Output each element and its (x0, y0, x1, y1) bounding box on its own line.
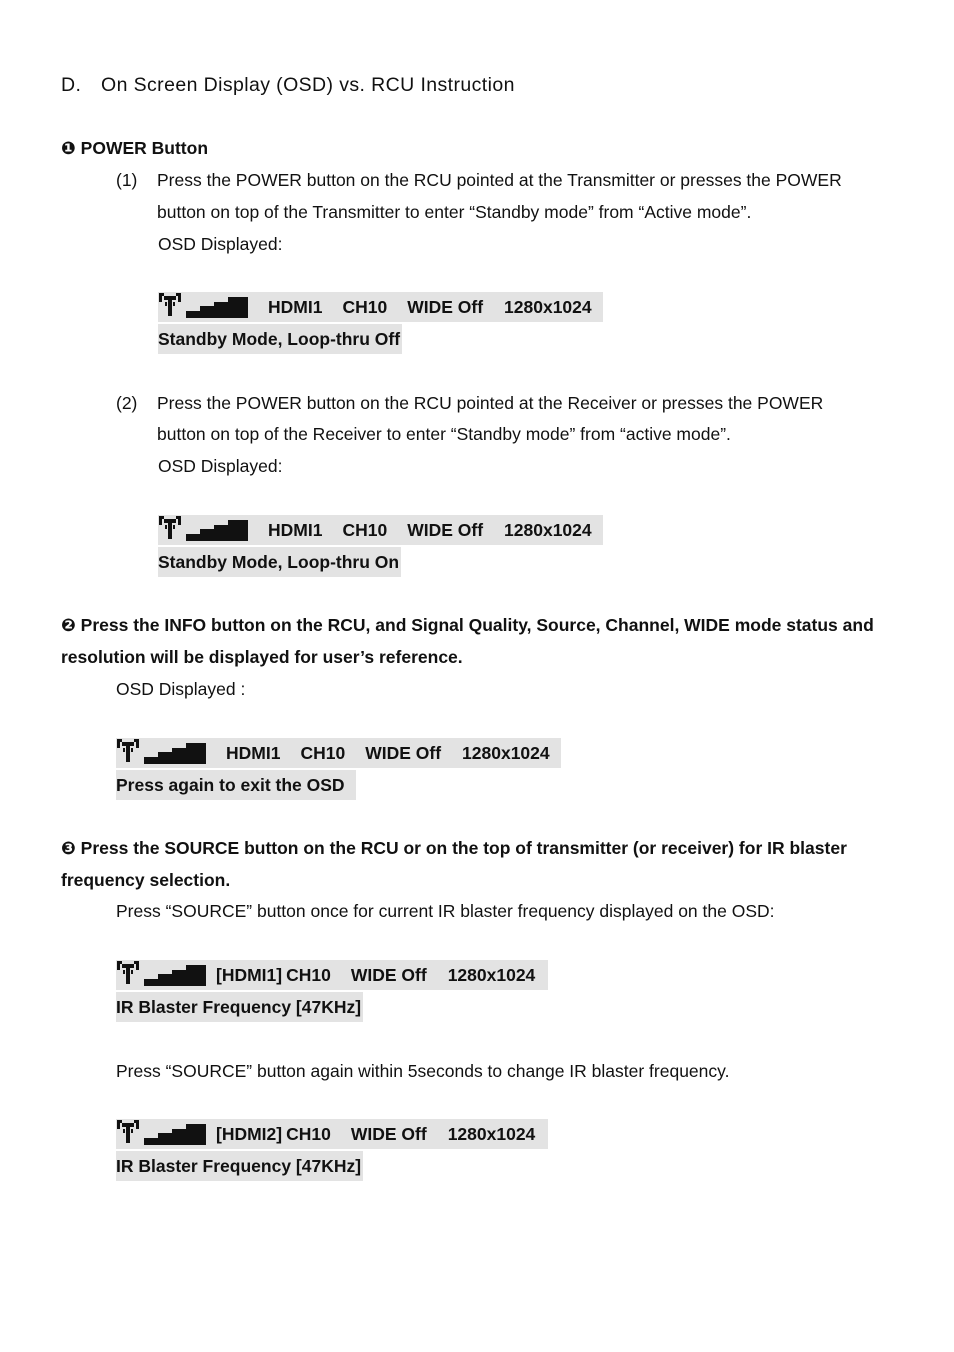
osd-channel: CH10 (286, 1124, 331, 1144)
osd-message: Press again to exit the OSD (116, 770, 356, 800)
osd-wide: WIDE Off (407, 520, 484, 540)
osd-wide: WIDE Off (407, 297, 484, 317)
osd-message: IR Blaster Frequency [47KHz] (116, 992, 363, 1022)
osd-wide: WIDE Off (365, 743, 442, 763)
osd-source: HDMI1 (268, 520, 323, 540)
osd-wide: WIDE Off (350, 965, 427, 985)
osd-status-bar (116, 1119, 548, 1149)
item1-line2: button on top of the Transmitter to enter “Standby mode” from “Active mode”. (157, 202, 752, 222)
osd-message: IR Blaster Frequency [47KHz] (116, 1151, 363, 1181)
osd-status-bar (116, 960, 548, 990)
section-heading (61, 74, 515, 97)
osd-resolution: 1280x1024 (462, 743, 550, 763)
item1-osd-label: OSD Displayed: (158, 234, 283, 254)
osd-channel: CH10 (286, 965, 331, 985)
item1-line1 (116, 170, 842, 191)
osd-resolution: 1280x1024 (447, 1124, 536, 1144)
osd-status-bar (158, 515, 603, 545)
signal-strength-icon (116, 738, 208, 768)
item1-number: (1) (116, 170, 138, 190)
source-button-title-line1: ❸ Press the SOURCE button on the RCU or on the top of transmitter (or receiver) for IR blaster (61, 838, 847, 858)
osd-resolution: 1280x1024 (504, 297, 592, 317)
source-text2: Press “SOURCE” button again within 5seconds to change IR blaster frequency. (116, 1061, 730, 1081)
power-button-title: ❶ POWER Button (61, 138, 209, 158)
info-button-title-line1: ❷ Press the INFO button on the RCU, and Signal Quality, Source, Channel, WIDE mode status and (61, 615, 874, 635)
osd-channel: CH10 (300, 743, 346, 763)
source-text1: Press “SOURCE” button once for current IR blaster frequency displayed on the OSD: (116, 901, 775, 921)
item2-osd-label: OSD Displayed: (158, 456, 283, 476)
signal-strength-icon (158, 292, 250, 322)
osd-source: [HDMI2] (216, 1124, 283, 1144)
signal-strength-icon (116, 1119, 208, 1149)
item2-number: (2) (116, 393, 138, 413)
item1-text1: Press the POWER button on the RCU pointed at the Transmitter or presses the POWER (157, 170, 842, 190)
osd-message: Standby Mode, Loop-thru On (158, 547, 401, 577)
osd-source: HDMI1 (268, 297, 323, 317)
osd-resolution: 1280x1024 (447, 965, 536, 985)
osd-status-bar (158, 292, 603, 322)
item2-text1: Press the POWER button on the RCU pointed at the Receiver or presses the POWER (157, 393, 824, 413)
item2-line1 (116, 393, 823, 414)
heading-marker: D. (61, 74, 82, 96)
osd-status-bar (116, 738, 561, 768)
osd-resolution: 1280x1024 (504, 520, 592, 540)
osd-source: HDMI1 (226, 743, 281, 763)
item2-line2: button on top of the Receiver to enter “Standby mode” from “active mode”. (157, 424, 731, 444)
info-osd-label: OSD Displayed : (116, 679, 246, 699)
osd-channel: CH10 (342, 520, 388, 540)
info-button-title-line2: resolution will be displayed for user’s reference. (61, 647, 463, 667)
signal-strength-icon (158, 515, 250, 545)
osd-channel: CH10 (342, 297, 388, 317)
source-button-title-line2: frequency selection. (61, 870, 231, 890)
osd-wide: WIDE Off (350, 1124, 427, 1144)
osd-source: [HDMI1] (216, 965, 283, 985)
osd-message: Standby Mode, Loop-thru Off (158, 324, 402, 354)
heading-title: On Screen Display (OSD) vs. RCU Instruction (101, 74, 515, 96)
signal-strength-icon (116, 960, 208, 990)
